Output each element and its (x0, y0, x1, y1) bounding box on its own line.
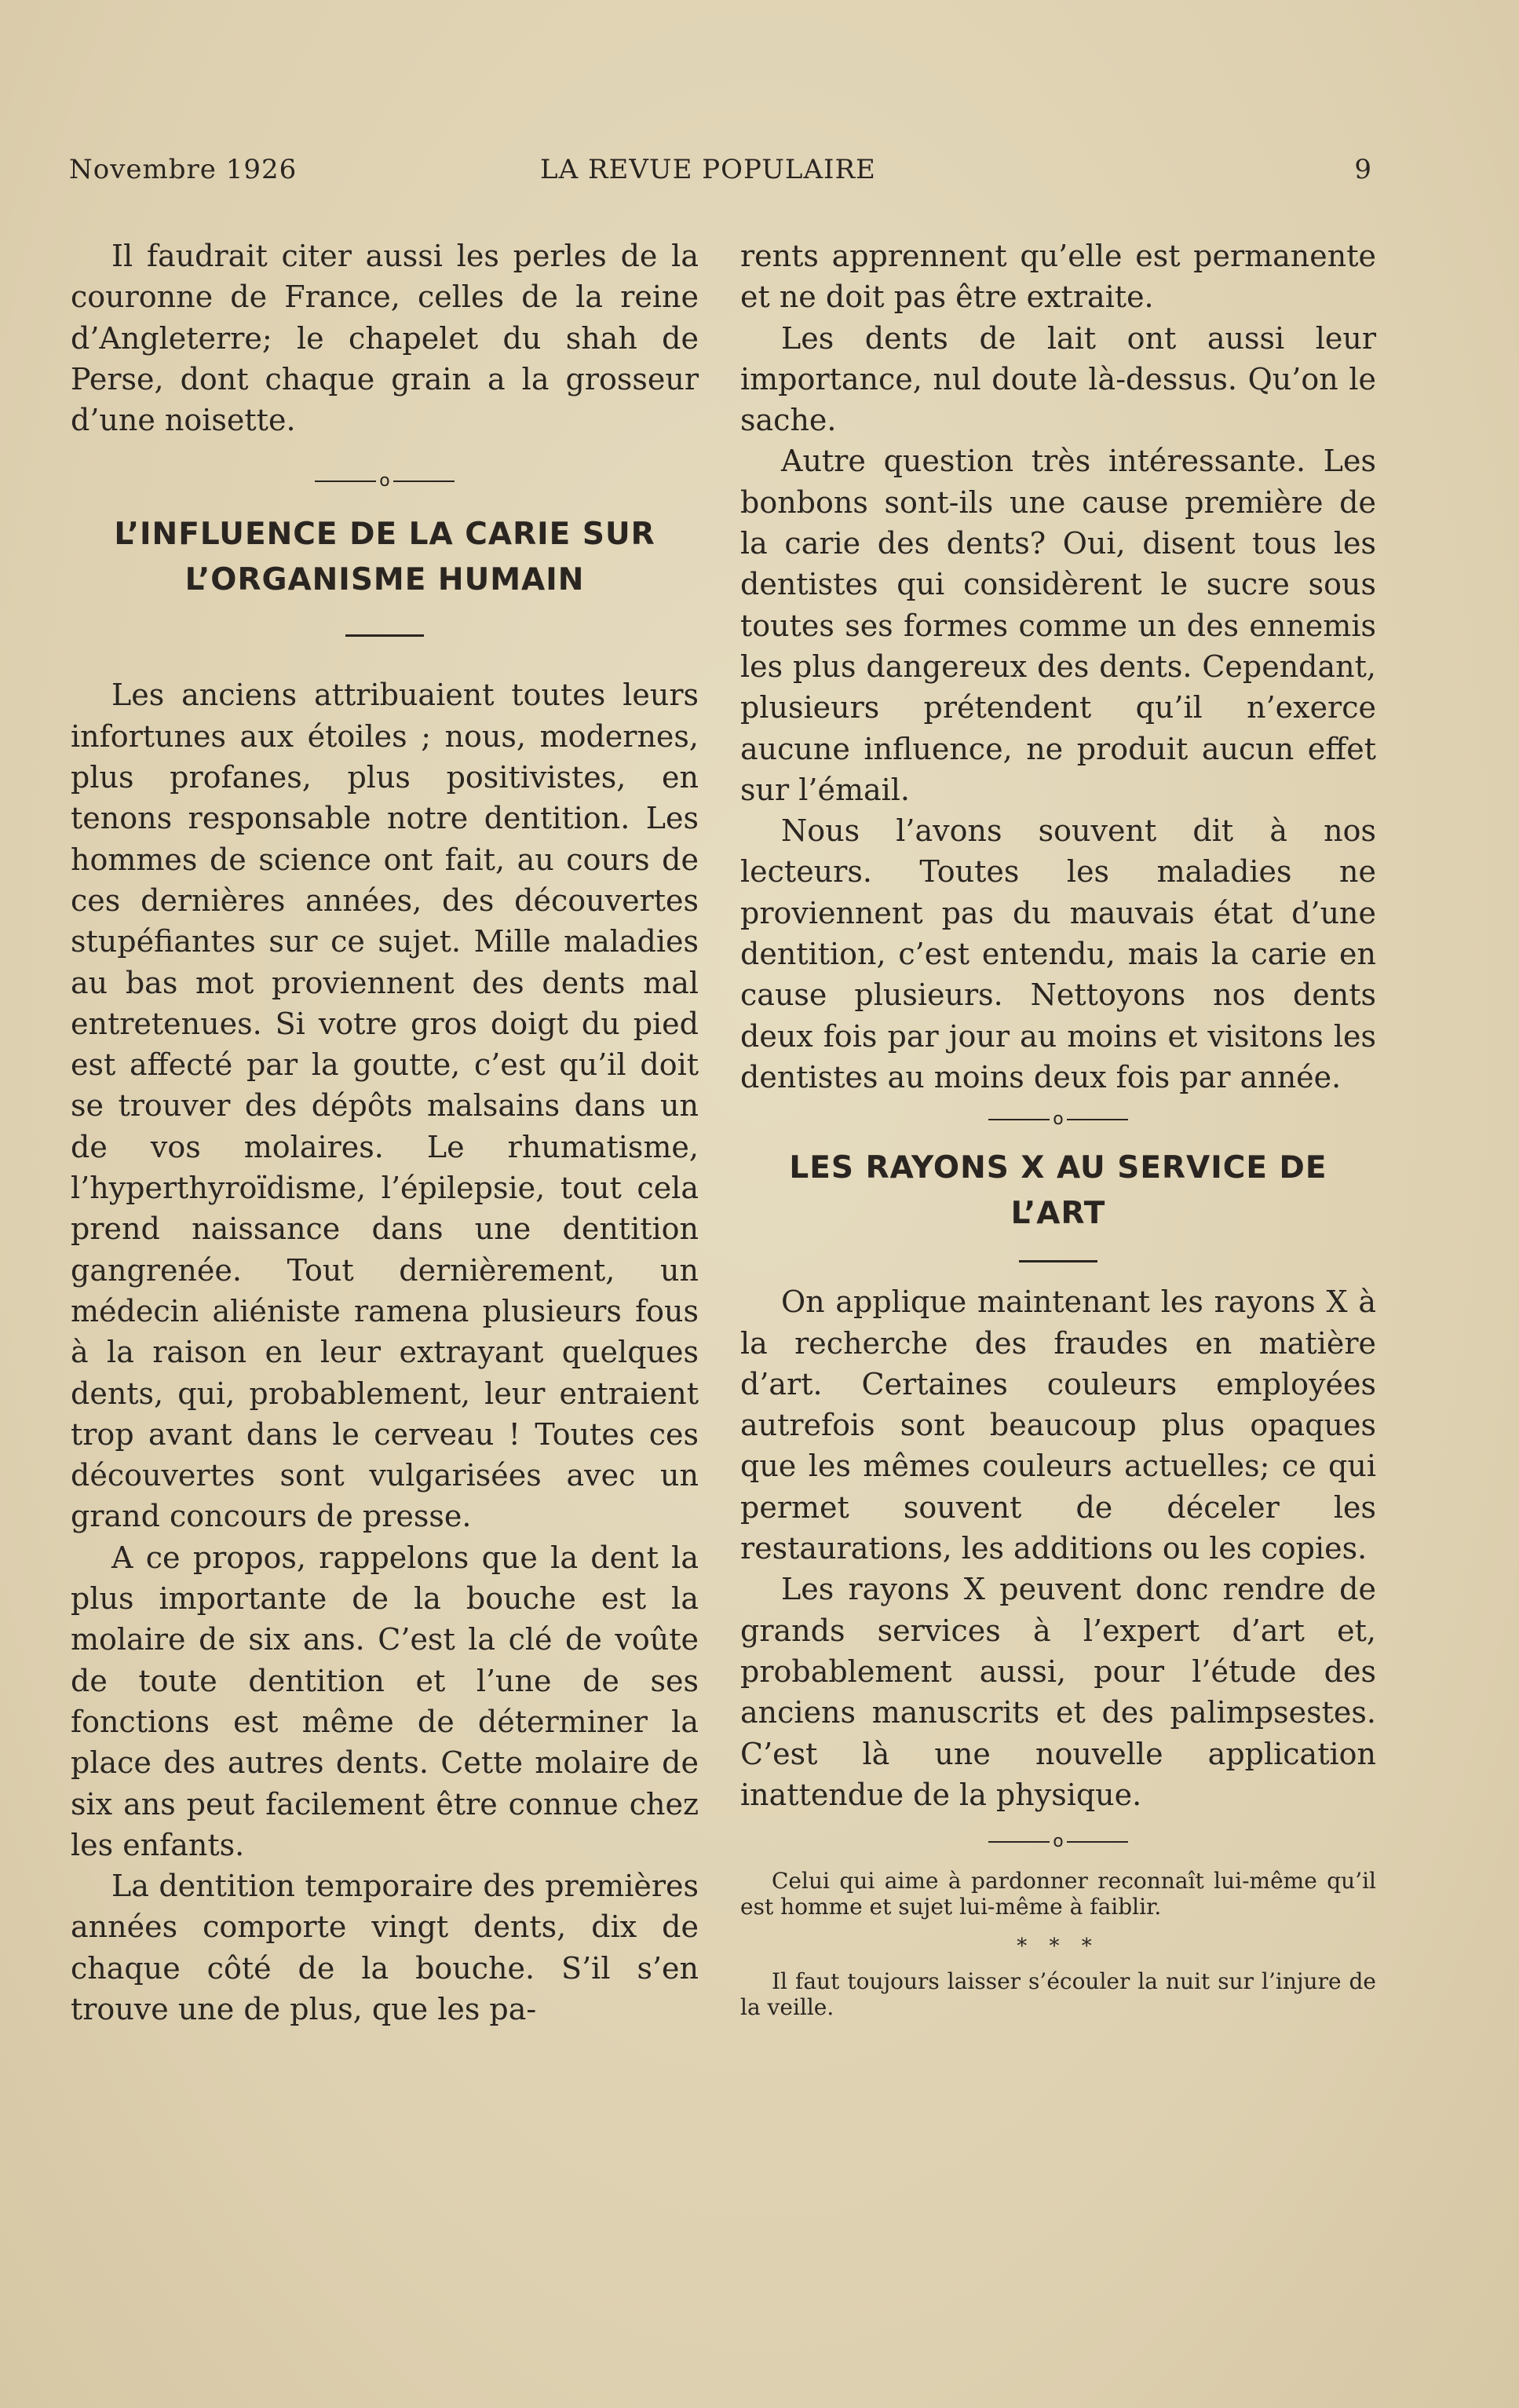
article-paragraph: Les rayons X peuvent donc rendre de grands services à l’expert d’art et, probablement aussi, pour l’étude des anciens manuscrits et des palimpsestes. C’est là une nouvelle application inattendue de la physique. (740, 1572, 1376, 1812)
page-number: 9 (1354, 154, 1372, 185)
right-column (740, 236, 1376, 2020)
article-paragraph-continued: rents apprennent qu’elle est permanente et ne doit pas être extraite. (740, 239, 1376, 315)
article-title-carie: L’INFLUENCE DE LA CARIE SUR L’ORGANISME HUMAIN (114, 517, 655, 598)
article-paragraph: La dentition temporaire des premières années comporte vingt dents, dix de chaque côté de la bouche. S’il s’en trouve une de plus, que les pa- (71, 1869, 699, 2026)
article-paragraph: On applique maintenant les rayons X à la recherche des fraudes en matière d’art. Certaines couleurs employées autrefois sont beaucoup plus opaques que les mêmes couleurs actuelles; ce qui permet souvent de déceler les restaurations, les additions ou les copies. (740, 1284, 1376, 1566)
section-separator: o (71, 470, 699, 491)
issue-date: Novembre 1926 (69, 154, 298, 185)
article-paragraph: Nous l’avons souvent dit à nos lecteurs. Toutes les maladies ne proviennent pas du mauvais état d’une dentition, c’est entendu, mais la carie en cause plusieurs. Nettoyons nos dents deux fois par jour au moins et visitons les dentistes au moins deux fois par année. (740, 813, 1376, 1094)
section-separator: o (740, 1831, 1376, 1852)
article-paragraph: Autre question très intéressante. Les bonbons sont-ils une cause première de la carie des dents? Oui, disent tous les dentistes qui considèrent le sucre sous toutes ses formes comme un des ennemis les plus dangereux des dents. Cependant, plusieurs prétendent qu’il n’exerce aucune influence, ne produit aucun effet sur l’émail. (740, 444, 1376, 807)
maxims-box (740, 1868, 1376, 2020)
article-paragraph: Les dents de lait ont aussi leur importance, nul doute là-dessus. Qu’on le sache. (740, 320, 1376, 438)
maxim: Il faut toujours laisser s’écouler la nuit sur l’injure de la veille. (740, 1968, 1376, 2021)
section-separator: o (740, 1109, 1376, 1130)
title-rule (1019, 1260, 1097, 1262)
stars-divider: * * * (1017, 1935, 1100, 1959)
maxim: Celui qui aime à pardonner reconnaît lui-même qu’il est homme et sujet lui-même à faiblir. (740, 1868, 1376, 1920)
title-rule (345, 634, 424, 637)
publication-title: LA REVUE POPULAIRE (540, 154, 876, 185)
article-title-rayons-x: LES RAYONS X AU SERVICE DE L’ART (789, 1150, 1327, 1232)
intro-paragraph: Il faudrait citer aussi les perles de la couronne de France, celles de la reine d’Angleterre; le chapelet du shah de Perse, dont chaque grain a la grosseur d’une noisette. (71, 239, 699, 438)
running-header (69, 154, 1372, 193)
article-paragraph: A ce propos, rappelons que la dent la plus importante de la bouche est la molaire de six ans. C’est la clé de voûte de toute dentition et l’une de ses fonctions est même de déterminer la place des autres dents. Cette molaire de six ans peut facilement être connue chez les enfants. (71, 1540, 699, 1862)
left-column (71, 236, 699, 2030)
article-paragraph: Les anciens attribuaient toutes leurs infortunes aux étoiles ; nous, modernes, plus profanes, plus positivistes, en tenons responsable notre dentition. Les hommes de science ont fait, au cours de ces dernières années, des découvertes stupéfiantes sur ce sujet. Mille maladies au bas mot proviennent des dents mal entretenues. Si votre gros doigt du pied est affecté par la goutte, c’est qu’il doit se trouver des dépôts malsains dans un de vos molaires. Le rhumatisme, l’hyperthyroïdisme, l’épilepsie, tout cela prend naissance dans une dentition gangrenée. Tout dernièrement, un médecin aliéniste ramena plusieurs fous à la raison en leur extrayant quelques dents, qui, probablement, leur entraient trop avant dans le cerveau ! Toutes ces découvertes sont vulgarisées avec un grand concours de presse. (71, 678, 699, 1534)
